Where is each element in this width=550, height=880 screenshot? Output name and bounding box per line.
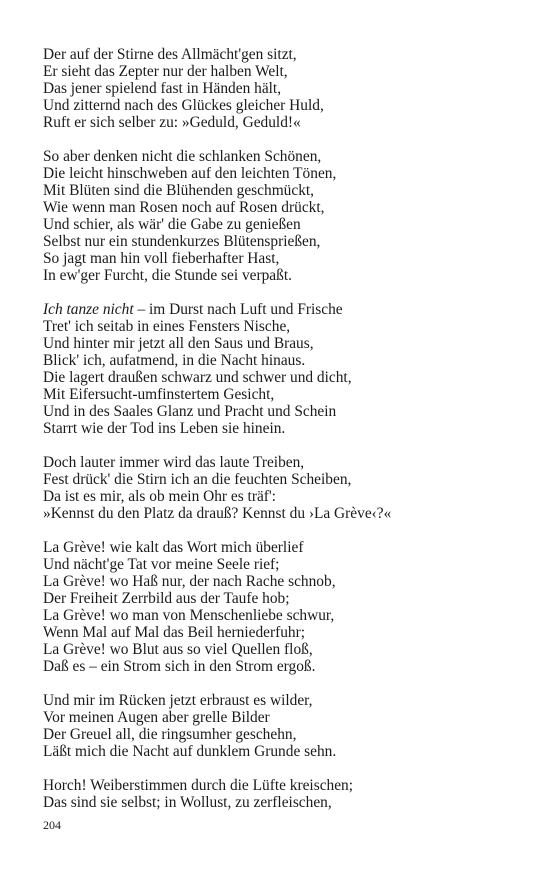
stanza xyxy=(43,301,513,437)
stanza xyxy=(43,777,513,811)
poem-line: Läßt mich die Nacht auf dunklem Grunde sehn. xyxy=(43,743,337,760)
poem-line: Und hinter mir jetzt all den Saus und Braus, xyxy=(43,335,314,352)
poem-line: Starrt wie der Tod ins Leben sie hinein. xyxy=(43,420,286,437)
poem-line: Und zitternd nach des Glückes gleicher Huld, xyxy=(43,97,324,114)
poem-line: Mit Eifersucht-umfinstertem Gesicht, xyxy=(43,386,275,403)
poem-line: Er sieht das Zepter nur der halben Welt, xyxy=(43,63,288,80)
line-continuation: – im Durst nach Luft und Frische xyxy=(133,301,343,318)
poem-line: Der Freiheit Zerrbild aus der Taufe hob; xyxy=(43,590,290,607)
stanza xyxy=(43,454,513,522)
stanza xyxy=(43,692,513,760)
poem-line: Tret' ich seitab in eines Fensters Nische, xyxy=(43,318,291,335)
poem-line xyxy=(43,301,513,318)
poem-line: In ew'ger Furcht, die Stunde sei verpaßt. xyxy=(43,267,292,284)
poem-line: Die lagert draußen schwarz und schwer und dicht, xyxy=(43,369,352,386)
poem-line: Blick' ich, aufatmend, in die Nacht hinaus. xyxy=(43,352,306,369)
poem-line: Und mir im Rücken jetzt erbraust es wilder, xyxy=(43,692,313,709)
poem-line: Der auf der Stirne des Allmächt'gen sitzt, xyxy=(43,46,297,63)
poem-line: Wie wenn man Rosen noch auf Rosen drückt, xyxy=(43,199,325,216)
poem-line: So aber denken nicht die schlanken Schönen, xyxy=(43,148,322,165)
poem-line: Horch! Weiberstimmen durch die Lüfte kreischen; xyxy=(43,777,354,794)
stanza xyxy=(43,46,513,131)
poem-line: Die leicht hinschweben auf den leichten Tönen, xyxy=(43,165,337,182)
poem-line: Fest drück' die Stirn ich an die feuchten Scheiben, xyxy=(43,471,352,488)
poem-line: »Kennst du den Platz da drauß? Kennst du ›La Grève‹?« xyxy=(43,505,392,522)
poem-text xyxy=(43,46,513,828)
poem-line: Und schier, als wär' die Gabe zu genießen xyxy=(43,216,301,233)
poem-line: Das jener spielend fast in Händen hält, xyxy=(43,80,282,97)
poem-line: Vor meinen Augen aber grelle Bilder xyxy=(43,709,270,726)
stanza xyxy=(43,539,513,675)
poem-line: Daß es – ein Strom sich in den Strom ergoß. xyxy=(43,658,316,675)
poem-line: La Grève! wo man von Menschenliebe schwur, xyxy=(43,607,335,624)
poem-line: Ruft er sich selber zu: »Geduld, Geduld!« xyxy=(43,114,301,131)
poem-line: So jagt man hin voll fieberhafter Hast, xyxy=(43,250,280,267)
page-number: 204 xyxy=(43,818,61,832)
poem-line: Da ist es mir, als ob mein Ohr es träf': xyxy=(43,488,276,505)
poem-line: Der Greuel all, die ringsumher geschehn, xyxy=(43,726,297,743)
poem-line: Und in des Saales Glanz und Pracht und Schein xyxy=(43,403,337,420)
poem-line: Wenn Mal auf Mal das Beil herniederfuhr; xyxy=(43,624,306,641)
poem-line: Selbst nur ein stundenkurzes Blütensprießen, xyxy=(43,233,321,250)
poem-line: Das sind sie selbst; in Wollust, zu zerfleischen, xyxy=(43,794,332,811)
poem-line: Doch lauter immer wird das laute Treiben, xyxy=(43,454,305,471)
italic-phrase: Ich tanze nicht xyxy=(43,301,134,318)
poem-line: La Grève! wo Haß nur, der nach Rache schnob, xyxy=(43,573,336,590)
poem-line: Und nächt'ge Tat vor meine Seele rief; xyxy=(43,556,280,573)
poem-line: La Grève! wo Blut aus so viel Quellen floß, xyxy=(43,641,313,658)
poem-line: Mit Blüten sind die Blühenden geschmückt, xyxy=(43,182,315,199)
stanza xyxy=(43,148,513,284)
poem-line: La Grève! wie kalt das Wort mich überlief xyxy=(43,539,304,556)
